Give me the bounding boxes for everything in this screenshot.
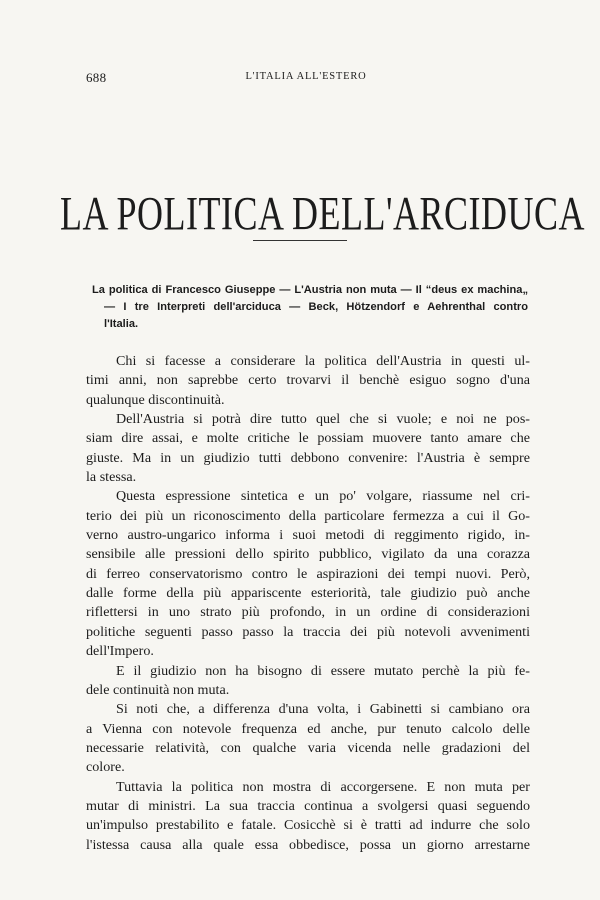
body-line: dalle forme della più appariscente esteriorità, tale giudizio può anche bbox=[86, 585, 530, 602]
summary-line: La politica di Francesco Giuseppe — L'Austria non muta — Il “deus ex machina„ bbox=[92, 284, 528, 296]
body-line: Dell'Austria si potrà dire tutto quel che si vuole; e noi ne pos- bbox=[116, 411, 530, 428]
body-line: Si noti che, a differenza d'una volta, i Gabinetti si cambiano ora bbox=[116, 701, 530, 718]
body-line: siam dire assai, e molte critiche le possiam muovere tanto amare che bbox=[86, 430, 530, 447]
article-summary bbox=[92, 282, 528, 333]
body-line: necessarie relatività, con qualche varia vicenda nelle gradazioni del bbox=[86, 739, 530, 756]
body-line: Chi si facesse a considerare la politica dell'Austria in questi ul- bbox=[116, 353, 530, 369]
body-line: verno austro-ungarico informa i suoi metodi di reggimento rigido, in- bbox=[86, 527, 530, 544]
body-line: sensibile alle pressioni dello spirito pubblico, vigilato da una corazza bbox=[86, 546, 530, 563]
body-line: colore. bbox=[86, 759, 125, 776]
body-line: l'istessa causa alla quale essa obbedisce, possa un giorno arrestarne bbox=[86, 836, 530, 853]
body-line: Questa espressione sintetica e un po' volgare, riassume nel cri- bbox=[116, 488, 530, 505]
body-line: mutar di ministri. La sua traccia continua a svolgersi quasi seguendo bbox=[86, 797, 530, 814]
summary-line: — I tre Interpreti dell'arciduca — Beck, Hötzendorf e Aehrenthal contro bbox=[104, 301, 528, 313]
body-line: un'impulso prestabilito e fatale. Cosicchè si è tratti ad indurre che solo bbox=[86, 817, 530, 834]
page-number: 688 bbox=[86, 70, 107, 85]
body-line: di ferreo conservatorismo contro le aspirazioni dei tempi nuovi. Però, bbox=[86, 565, 530, 582]
body-line: Tuttavia la politica non mostra di accorgersene. E non muta per bbox=[116, 778, 530, 795]
body-line: dell'Impero. bbox=[86, 643, 154, 660]
title-divider bbox=[253, 240, 347, 241]
running-title: L'ITALIA ALL'ESTERO bbox=[245, 71, 367, 82]
article-title: LA POLITICA DELL'ARCIDUCA bbox=[60, 187, 585, 241]
body-line: riflettersi in uno strato più profondo, in un ordine di considerazioni bbox=[86, 604, 530, 621]
body-line: dele continuità non muta. bbox=[86, 681, 230, 698]
article-body bbox=[86, 352, 530, 855]
body-line: E il giudizio non ha bisogno di essere mutato perchè la più fe- bbox=[116, 662, 530, 679]
summary-line: l'Italia. bbox=[104, 318, 139, 330]
body-line: terio dei più un riconoscimento della particolare fermezza a cui il Go- bbox=[86, 507, 530, 524]
running-header bbox=[86, 70, 526, 90]
body-line: qualunque discontinuità. bbox=[86, 391, 225, 408]
body-line: giuste. Ma in un giudizio tutti debbono convenire: l'Austria è sempre bbox=[86, 449, 530, 466]
body-line: timi anni, non saprebbe certo trovarvi il benchè esiguo sogno d'una bbox=[86, 372, 530, 389]
body-line: la stessa. bbox=[86, 469, 137, 486]
body-line: a Vienna con notevole frequenza ed anche, pur tenuto calcolo delle bbox=[86, 720, 530, 737]
body-line: politiche seguenti passo passo la traccia dei più notevoli avvenimenti bbox=[86, 623, 530, 640]
